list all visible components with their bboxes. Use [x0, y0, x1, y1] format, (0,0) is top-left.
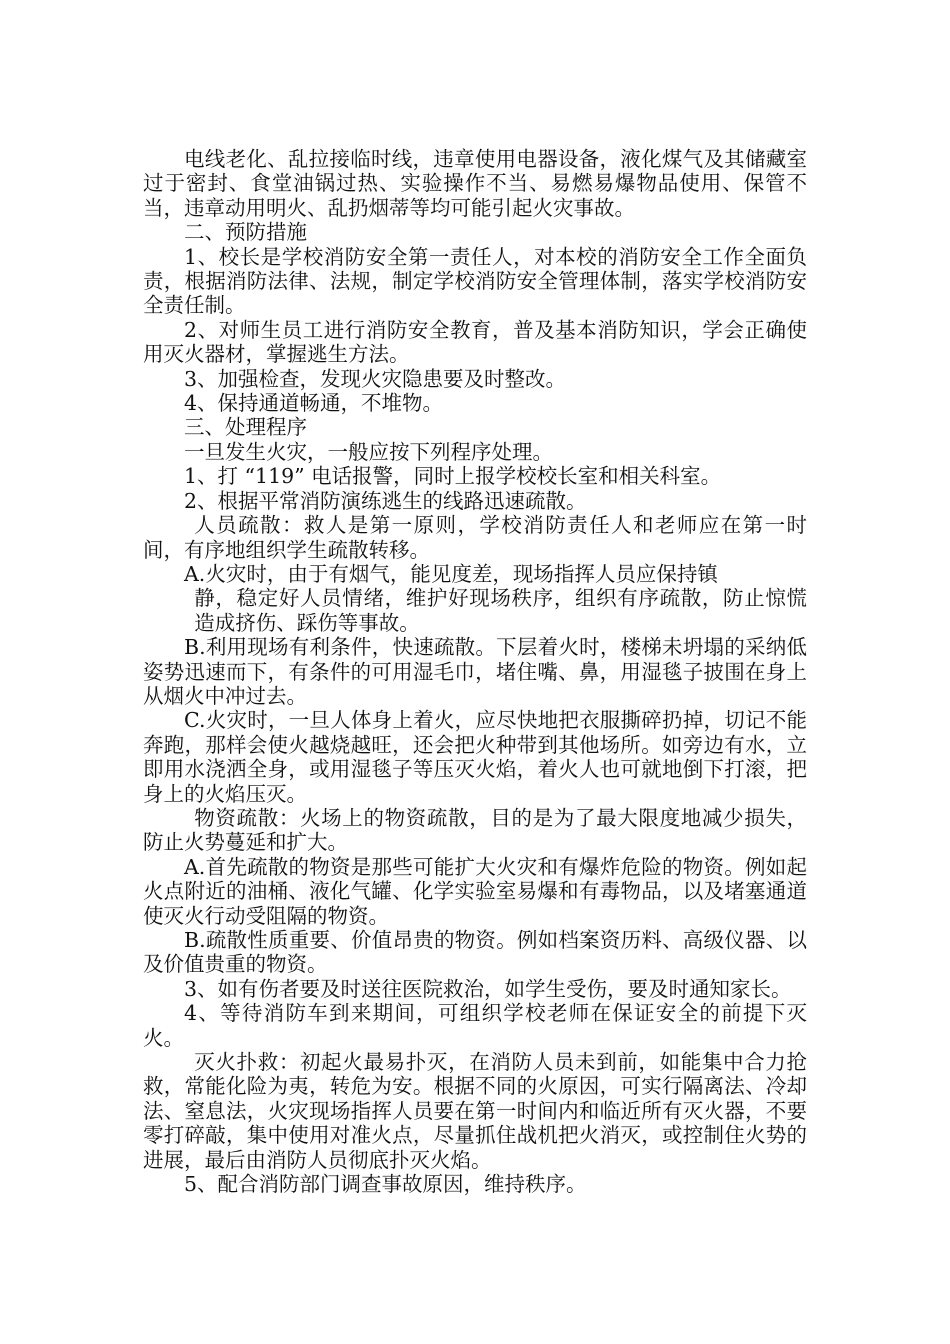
paragraph-prevention-1: 1、校长是学校消防安全第一责任人，对本校的消防安全工作全面负责，根据消防法律、法规，制定学校消防安全管理体制，落实学校消防安全责任制。 — [143, 244, 807, 318]
paragraph-people-b: B.利用现场有利条件，快速疏散。下层着火时，楼梯未坍塌的采纳低姿势迅速而下，有条件的可用湿毛巾，堵住嘴、鼻，用湿毯子披围在身上从烟火中冲过去。 — [143, 635, 807, 708]
paragraph-materials-b: B.疏散性质重要、价值昂贵的物资。例如档案资历料、高级仪器、以及价值贵重的物资。 — [143, 928, 807, 977]
paragraph-procedure-3: 3、如有伤者要及时送往医院救治，如学生受伤，要及时通知家长。 — [184, 976, 792, 1001]
paragraph-people-c: C.火灾时，一旦人体身上着火，应尽快地把衣服撕碎扔掉，切记不能奔跑，那样会使火越烧越旺，还会把火种带到其他场所。如旁边有水，立即用水浇洒全身，或用湿毯子等压灭火焰，着火人也可就地倒下打滚，把身上的火焰压灭。 — [143, 708, 807, 806]
heading-procedure: 三、处理程序 — [184, 415, 307, 440]
heading-prevention: 二、预防措施 — [184, 220, 307, 245]
document-body — [143, 147, 807, 1196]
paragraph-procedure-intro: 一旦发生火灾，一般应按下列程序处理。 — [184, 439, 553, 464]
paragraph-fire-causes: 电线老化、乱拉接临时线，违章使用电器设备，液化煤气及其储藏室过于密封、食堂油锅过热、实验操作不当、易燃易爆物品使用、保管不当，违章动用明火、乱扔烟蒂等均可能引起火灾事故。 — [143, 147, 807, 220]
paragraph-prevention-4: 4、保持通道畅通，不堆物。 — [184, 391, 444, 416]
paragraph-procedure-4: 4、等待消防车到来期间，可组织学校老师在保证安全的前提下灭火。 — [143, 1001, 807, 1050]
paragraph-people-evacuation: 人员疏散：救人是第一原则，学校消防责任人和老师应在第一时间，有序地组织学生疏散转移。 — [143, 513, 807, 562]
paragraph-materials-a: A.首先疏散的物资是那些可能扩大火灾和有爆炸危险的物资。例如起火点附近的油桶、液化气罐、化学实验室易爆和有毒物品，以及堵塞通道使灭火行动受阻隔的物资。 — [143, 854, 807, 928]
paragraph-people-a-line2: 静，稳定好人员情绪，维护好现场秩序，组织有序疏散，防止惊慌造成挤伤、踩伤等事故。 — [194, 586, 807, 635]
paragraph-prevention-3: 3、加强检查，发现火灾隐患要及时整改。 — [184, 366, 567, 391]
paragraph-firefighting: 灭火扑救：初起火最易扑灭，在消防人员未到前，如能集中合力抢救，常能化险为夷，转危为安。根据不同的火原因，可实行隔离法、冷却法、窒息法，火灾现场指挥人员要在第一时间内和临近所有灭火器，不要零打碎敲，集中使用对准火点，尽量抓住战机把火消灭，或控制住火势的进展，最后由消防人员彻底扑灭火焰。 — [143, 1050, 807, 1172]
paragraph-prevention-2: 2、对师生员工进行消防安全教育，普及基本消防知识，学会正确使用灭火器材，掌握逃生方法。 — [143, 317, 807, 367]
paragraph-materials-evacuation: 物资疏散：火场上的物资疏散，目的是为了最大限度地减少损失，防止火势蔓延和扩大。 — [143, 805, 807, 855]
paragraph-procedure-2: 2、根据平常消防演练逃生的线路迅速疏散。 — [184, 488, 587, 513]
paragraph-procedure-1: 1、打 “119” 电话报警，同时上报学校校长室和相关科室。 — [184, 464, 722, 489]
paragraph-procedure-5: 5、配合消防部门调查事故原因，维持秩序。 — [184, 1172, 587, 1197]
paragraph-people-a-line1: A.火灾时，由于有烟气，能见度差，现场指挥人员应保持镇 — [184, 561, 718, 586]
